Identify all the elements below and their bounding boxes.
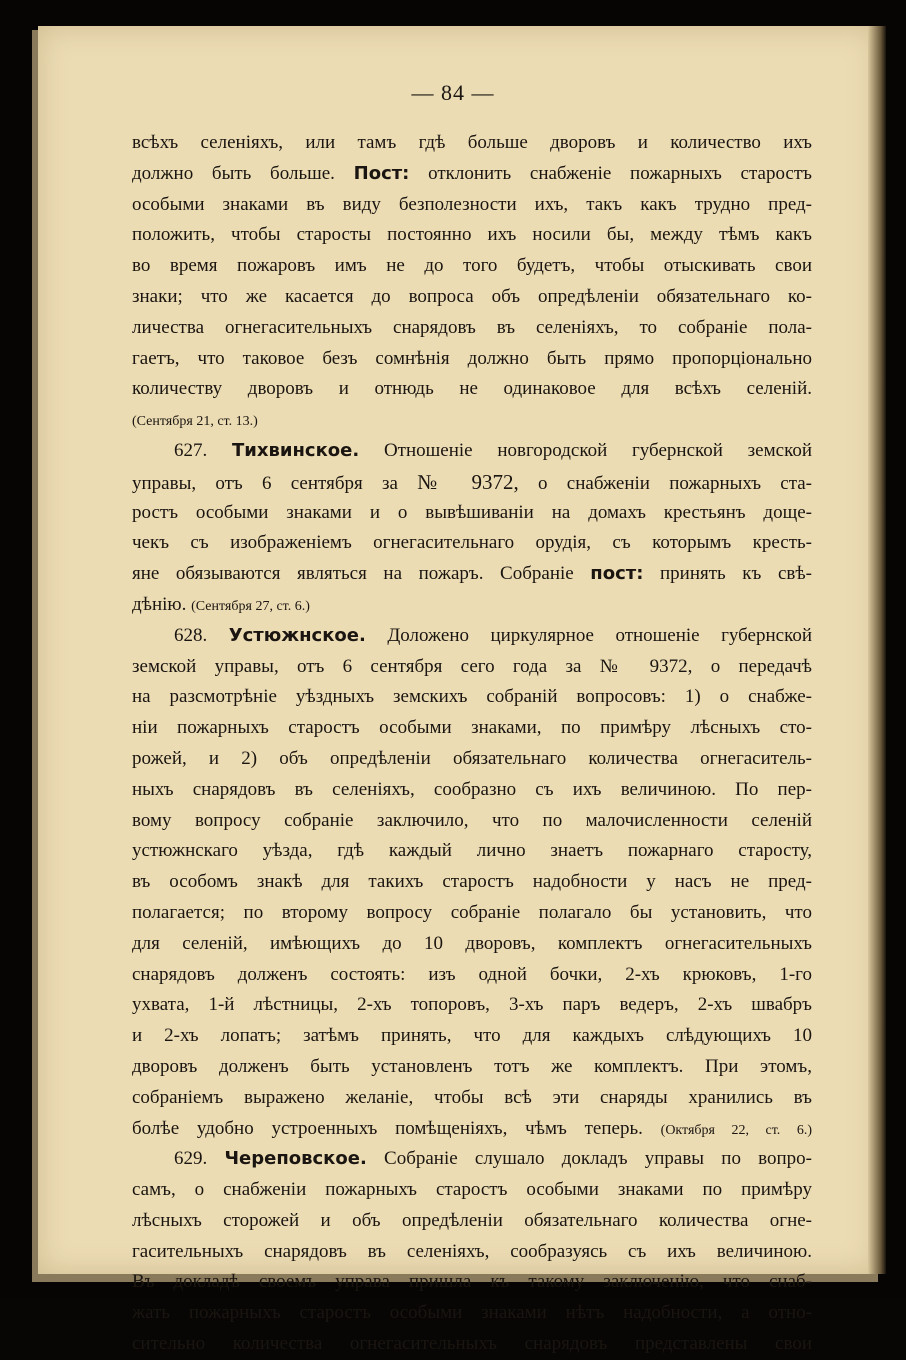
text-line — [132, 498, 812, 529]
text-line — [132, 436, 812, 467]
text-segment: сительно количества огнегасительныхъ снарядовъ представлены свои — [132, 1333, 812, 1355]
text-segment: знаки; что же касается до вопроса объ опредѣленіи обязательнаго ко- — [132, 285, 812, 307]
text-segment: Собраніе слушало докладъ управы по вопро- — [366, 1148, 812, 1170]
text-segment: всѣхъ селеніяхъ, или тамъ гдѣ больше дворовъ и количество ихъ — [132, 132, 812, 153]
entry-heading: Череповское. — [224, 1148, 367, 1170]
text-segment: и 2-хъ лопатъ; затѣмъ принять, что для каждыхъ слѣдующихъ 10 — [132, 1025, 812, 1047]
text-line — [132, 1298, 812, 1329]
text-line — [132, 1267, 812, 1298]
text-line — [132, 528, 812, 559]
page-number: — 84 — — [411, 80, 495, 105]
text-segment: 627. — [174, 439, 232, 461]
text-segment: управы, отъ 6 сентября за — [132, 472, 418, 494]
text-segment: ростъ особыми знаками и о вывѣшиваніи на домахъ крестьянъ доще- — [132, 501, 812, 523]
text-line — [132, 1052, 812, 1083]
text-line — [132, 220, 812, 251]
text-line — [132, 344, 812, 375]
text-segment: болѣе удобно устроенныхъ помѣщеніяхъ, чѣмъ теперь. — [132, 1117, 661, 1139]
text-segment: о снабженіи пожарныхъ ста- — [518, 472, 813, 494]
text-segment: земской управы, отъ 6 сентября сего года за № 9372, о передачѣ — [132, 655, 812, 677]
text-segment: Доложено циркулярное отношеніе губернской — [365, 624, 813, 646]
text-line — [132, 652, 812, 683]
page-edge — [868, 26, 886, 1274]
text-line — [132, 190, 812, 221]
text-segment: принять къ свѣ- — [643, 563, 812, 585]
text-line — [132, 313, 812, 344]
text-line — [132, 590, 812, 621]
text-segment: въ особомъ знакѣ для такихъ старостъ надобности у насъ не пред- — [132, 871, 812, 893]
text-line — [132, 682, 812, 713]
text-line — [132, 713, 812, 744]
date-citation: (Сентября 21, ст. 13.) — [132, 414, 258, 430]
text-segment: должно быть больше. — [132, 162, 354, 184]
text-line — [132, 1144, 812, 1175]
text-line — [132, 282, 812, 313]
text-segment: самъ, о снабженіи пожарныхъ старостъ особыми знаками по примѣру — [132, 1179, 812, 1201]
text-line — [132, 1114, 812, 1145]
text-segment: 629. — [174, 1148, 225, 1170]
text-segment: ніи пожарныхъ старостъ особыми знаками, по примѣру лѣсныхъ сто- — [132, 717, 812, 739]
text-line — [132, 867, 812, 898]
text-line — [132, 836, 812, 867]
text-line — [132, 621, 812, 652]
text-line — [132, 775, 812, 806]
text-line — [132, 159, 812, 190]
text-line — [132, 1329, 812, 1360]
date-citation: (Октября 22, ст. 6.) — [660, 1122, 812, 1138]
text-segment: яне обязываются являться на пожаръ. Собраніе — [132, 563, 591, 585]
text-segment: жать пожарныхъ старостъ особыми знаками нѣтъ надобности, а отно- — [132, 1302, 812, 1324]
text-segment: во время пожаровъ имъ не до того будетъ, чтобы отыскивать свои — [132, 255, 812, 277]
text-line — [132, 1237, 812, 1268]
text-segment: гаетъ, что таковое безъ сомнѣнія должно быть прямо пропорціонально — [132, 347, 812, 369]
text-line — [132, 251, 812, 282]
text-line — [132, 806, 812, 837]
text-line — [132, 559, 812, 590]
entry-heading: Пост: — [353, 162, 410, 184]
text-line — [132, 744, 812, 775]
text-segment: гасительныхъ снарядовъ въ селеніяхъ, сообразуясь съ ихъ величиною. — [132, 1240, 812, 1262]
text-segment: устюжнскаго уѣзда, гдѣ каждый лично знаетъ пожарнаго старосту, — [132, 840, 812, 862]
text-line — [132, 1021, 812, 1052]
text-segment: Въ докладѣ своемъ управа пришла къ такому заключенію, что снаб- — [132, 1271, 812, 1293]
body-text — [132, 128, 812, 1360]
text-segment: собраніемъ выражено желаніе, чтобы всѣ эти снаряды хранились въ — [132, 1086, 812, 1108]
text-segment: полагается; по второму вопросу собраніе полагало бы установить, что — [132, 901, 812, 923]
entry-heading: пост: — [590, 563, 644, 585]
text-segment: вому вопросу собраніе заключило, что по малочисленности селеній — [132, 809, 812, 831]
text-segment: на разсмотрѣніе уѣздныхъ земскихъ собраній вопросовъ: 1) о снабже- — [132, 686, 812, 708]
text-segment: дворовъ долженъ быть установленъ тотъ же комплектъ. При этомъ, — [132, 1055, 812, 1077]
text-segment: для селеній, имѣющихъ до 10 дворовъ, комплектъ огнегасительныхъ — [132, 932, 812, 954]
text-line — [132, 898, 812, 929]
text-segment: рожей, и 2) объ опредѣленіи обязательнаго количества огнегаситель- — [132, 747, 812, 769]
text-segment: ныхъ снарядовъ въ селеніяхъ, сообразно съ ихъ величиною. По пер- — [132, 778, 812, 800]
text-segment: дѣнію. — [132, 593, 192, 615]
text-segment: личества огнегасительныхъ снарядовъ въ селеніяхъ, то собраніе пола- — [132, 316, 812, 338]
text-line — [132, 1206, 812, 1237]
text-line — [132, 128, 812, 159]
entry-heading: Тихвинское. — [231, 439, 360, 461]
text-segment: № 9372, — [417, 469, 519, 494]
text-line — [132, 374, 812, 405]
text-segment: чекъ съ изображеніемъ огнегасительнаго орудія, съ которымъ кресть- — [132, 532, 812, 554]
text-segment: лѣсныхъ сторожей и объ опредѣленіи обязательнаго количества огне- — [132, 1209, 812, 1231]
text-line — [132, 1175, 812, 1206]
entry-heading: Устюжнское. — [228, 624, 366, 646]
text-line — [132, 929, 812, 960]
text-line — [132, 1083, 812, 1114]
text-segment: отклонить снабженіе пожарныхъ старостъ — [409, 162, 812, 184]
text-line — [132, 467, 812, 498]
text-line — [132, 960, 812, 991]
text-segment: количеству дворовъ и отнюдь не одинаковое для всѣхъ селеній. — [132, 378, 812, 400]
text-segment: особыми знаками въ виду безполезности ихъ, такъ какъ трудно пред- — [132, 193, 812, 215]
text-line — [132, 405, 812, 436]
text-segment: снарядовъ долженъ состоять: изъ одной бочки, 2-хъ крюковъ, 1-го — [132, 963, 812, 985]
text-segment: ухвата, 1-й лѣстницы, 2-хъ топоровъ, 3-хъ паръ ведеръ, 2-хъ швабръ — [132, 994, 812, 1016]
text-segment: Отношеніе новгородской губернской земской — [359, 439, 812, 461]
date-citation: (Сентября 27, ст. 6.) — [191, 598, 310, 614]
text-line — [132, 990, 812, 1021]
text-segment: положить, чтобы старосты постоянно ихъ носили бы, между тѣмъ какъ — [132, 224, 812, 246]
text-segment: 628. — [174, 624, 229, 646]
